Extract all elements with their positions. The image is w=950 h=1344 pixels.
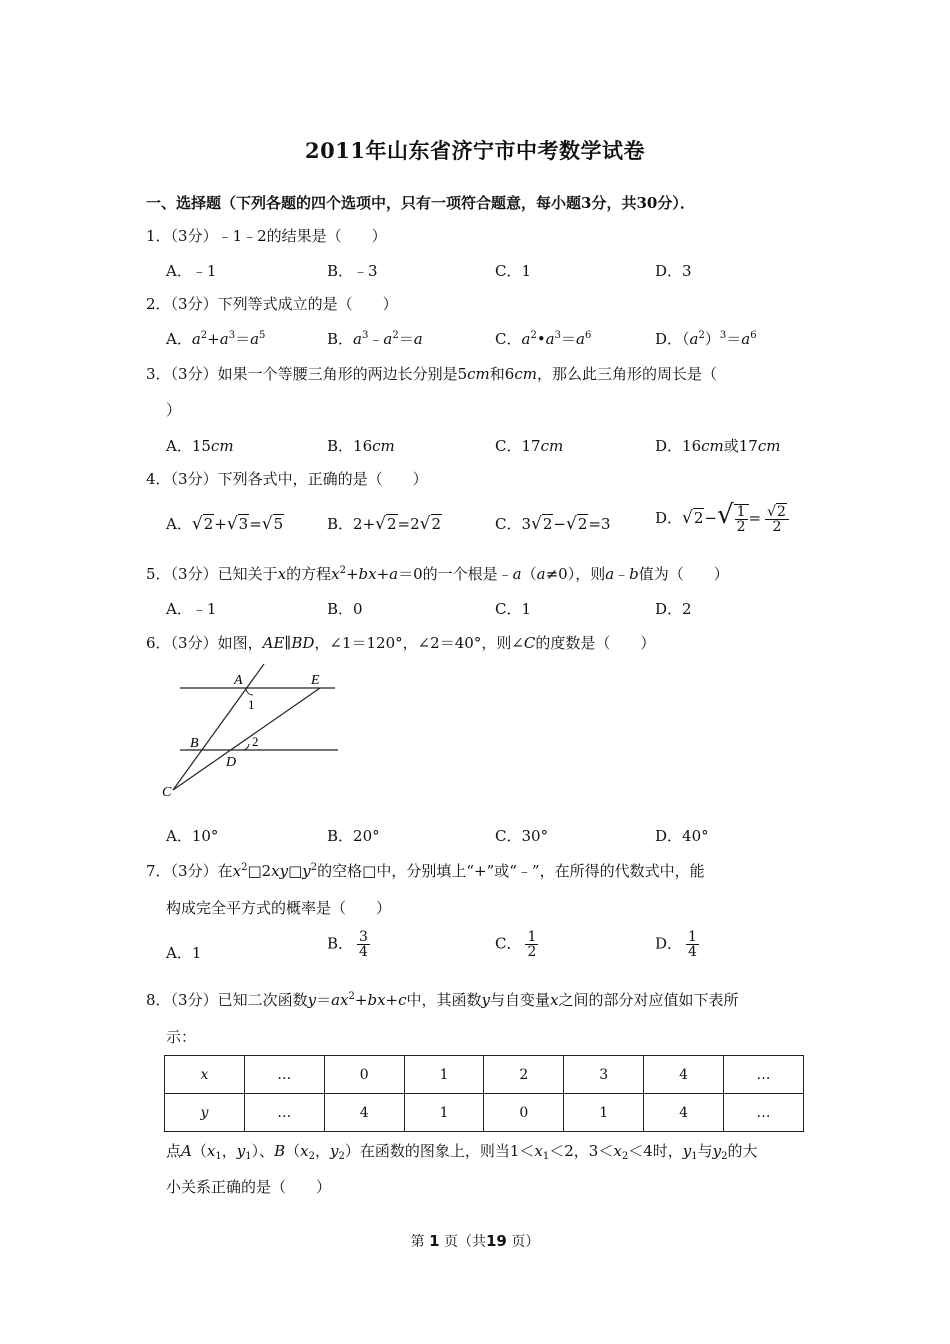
q6-option-d: D．40° — [655, 827, 709, 845]
page-footer: 第 1 页（共19 页） — [410, 1232, 540, 1250]
question-8-condition-continued: 小关系正确的是（ ） — [166, 1178, 332, 1196]
q4-option-b: B．2+√2=2√2 — [327, 514, 442, 534]
q1-option-c: C．1 — [495, 262, 532, 280]
q2-option-c: C．$a^2•a^3=a^6$ — [495, 330, 592, 348]
question-3: 3．（3分）如果一个等腰三角形的两边长分别是5cm和6cm，那么此三角形的周长是（ — [146, 365, 717, 383]
q3-option-a: A．15cm — [166, 437, 234, 455]
q1-option-a: A．﹣1 — [166, 262, 217, 280]
label-a: A — [234, 673, 243, 688]
question-4: 4．（3分）下列各式中，正确的是（ ） — [146, 470, 428, 488]
label-angle-1: 1 — [248, 697, 255, 712]
label-angle-2: 2 — [252, 734, 259, 749]
q7-option-b: B． $\frac{3}{4}$ — [327, 929, 368, 960]
table-cell: 0 — [484, 1094, 564, 1132]
table-cell: x — [165, 1056, 245, 1094]
question-2: 2．（3分）下列等式成立的是（ ） — [146, 295, 398, 313]
q3-option-c: C．17cm — [495, 437, 564, 455]
q6-option-b: B．20° — [327, 827, 380, 845]
value-table — [164, 1055, 804, 1132]
table-cell: 2 — [484, 1056, 564, 1094]
table-cell: … — [724, 1094, 804, 1132]
table-cell: … — [244, 1056, 324, 1094]
angle-2-arc — [244, 744, 249, 750]
label-c: C — [162, 785, 172, 800]
question-8-condition: 点$A(x_1$，$y_1$）、$B(x_2$，$y_2$）在函数的图象上，则当$1<x_1<2$，$3<x_2<4$时，$y_1$与$y_2$的大 — [166, 1142, 758, 1162]
table-cell: 1 — [564, 1094, 644, 1132]
question-7: 7．（3分）在$x^2□2xy□y^2$的空格□中，分别填上“+”或“﹣”，在所得的代数式中，能 — [146, 862, 705, 880]
q4-option-d: D．√2−√ $\frac{1}{2}$ = $\frac{√2}{2}$ — [655, 500, 789, 534]
q7-option-a: A．1 — [166, 944, 202, 962]
question-1: 1．（3分）﹣1﹣2的结果是（ ） — [146, 227, 387, 245]
question-8-continued: 示： — [166, 1028, 197, 1046]
q1-option-b: B．﹣3 — [327, 262, 378, 280]
q4-option-c: C．3√2−√2=3 — [495, 514, 611, 534]
q2-option-b: B．$a^3﹣a^2=a$ — [327, 330, 423, 348]
q1-option-d: D．3 — [655, 262, 692, 280]
question-3-continued: ） — [166, 401, 182, 419]
q6-option-c: C．30° — [495, 827, 549, 845]
table-cell: 1 — [404, 1094, 484, 1132]
q5-option-a: A．﹣1 — [166, 600, 217, 618]
table-cell: 0 — [324, 1056, 404, 1094]
q4-option-a: A．√2+√3=√5 — [166, 514, 284, 534]
q2-option-a: A．$a^2+a^3=a^5$ — [166, 330, 266, 348]
table-cell: 4 — [644, 1094, 724, 1132]
label-b: B — [190, 736, 199, 751]
q5-option-d: D．2 — [655, 600, 692, 618]
table-row-y — [165, 1094, 804, 1132]
q7-option-d: D． $\frac{1}{4}$ — [655, 929, 697, 960]
table-cell: 1 — [404, 1056, 484, 1094]
label-d: D — [226, 755, 237, 770]
q2-option-d: D．$(a^2)^3=a^6$ — [655, 330, 757, 348]
table-cell: y — [165, 1094, 245, 1132]
angle-1-arc — [246, 688, 253, 695]
label-e: E — [311, 673, 320, 688]
q6-option-a: A．10° — [166, 827, 219, 845]
table-cell: 3 — [564, 1056, 644, 1094]
question-8: 8．（3分）已知二次函数$y=ax^2+bx+c$中，其函数y与自变量x之间的部分对应值如下表所 — [146, 991, 739, 1009]
page-title: 2011年山东省济宁市中考数学试卷 — [305, 138, 645, 163]
question-5: 5．（3分）已知关于x的方程$x^2+bx+a=0$的一个根是﹣a（a≠0），则a﹣b值为（ ） — [146, 565, 729, 583]
q3-option-b: B．16cm — [327, 437, 395, 455]
section-heading: 一、选择题（下列各题的四个选项中，只有一项符合题意，每小题3分，共30分）． — [146, 194, 695, 212]
geometry-figure — [160, 660, 350, 800]
table-row-x — [165, 1056, 804, 1094]
table-cell: 4 — [324, 1094, 404, 1132]
question-7-continued: 构成完全平方式的概率是（ ） — [166, 899, 392, 917]
q5-option-c: C．1 — [495, 600, 532, 618]
line-ca — [173, 664, 264, 790]
q3-option-d: D．16cm或17cm — [655, 437, 781, 455]
q7-option-c: C． $\frac{1}{2}$ — [495, 929, 537, 960]
table-cell: 4 — [644, 1056, 724, 1094]
q5-option-b: B．0 — [327, 600, 363, 618]
table-cell: … — [724, 1056, 804, 1094]
table-cell: … — [244, 1094, 324, 1132]
question-6: 6．（3分）如图，AE∥BD，∠1＝120°，∠2＝40°，则∠C的度数是（ ） — [146, 634, 656, 652]
